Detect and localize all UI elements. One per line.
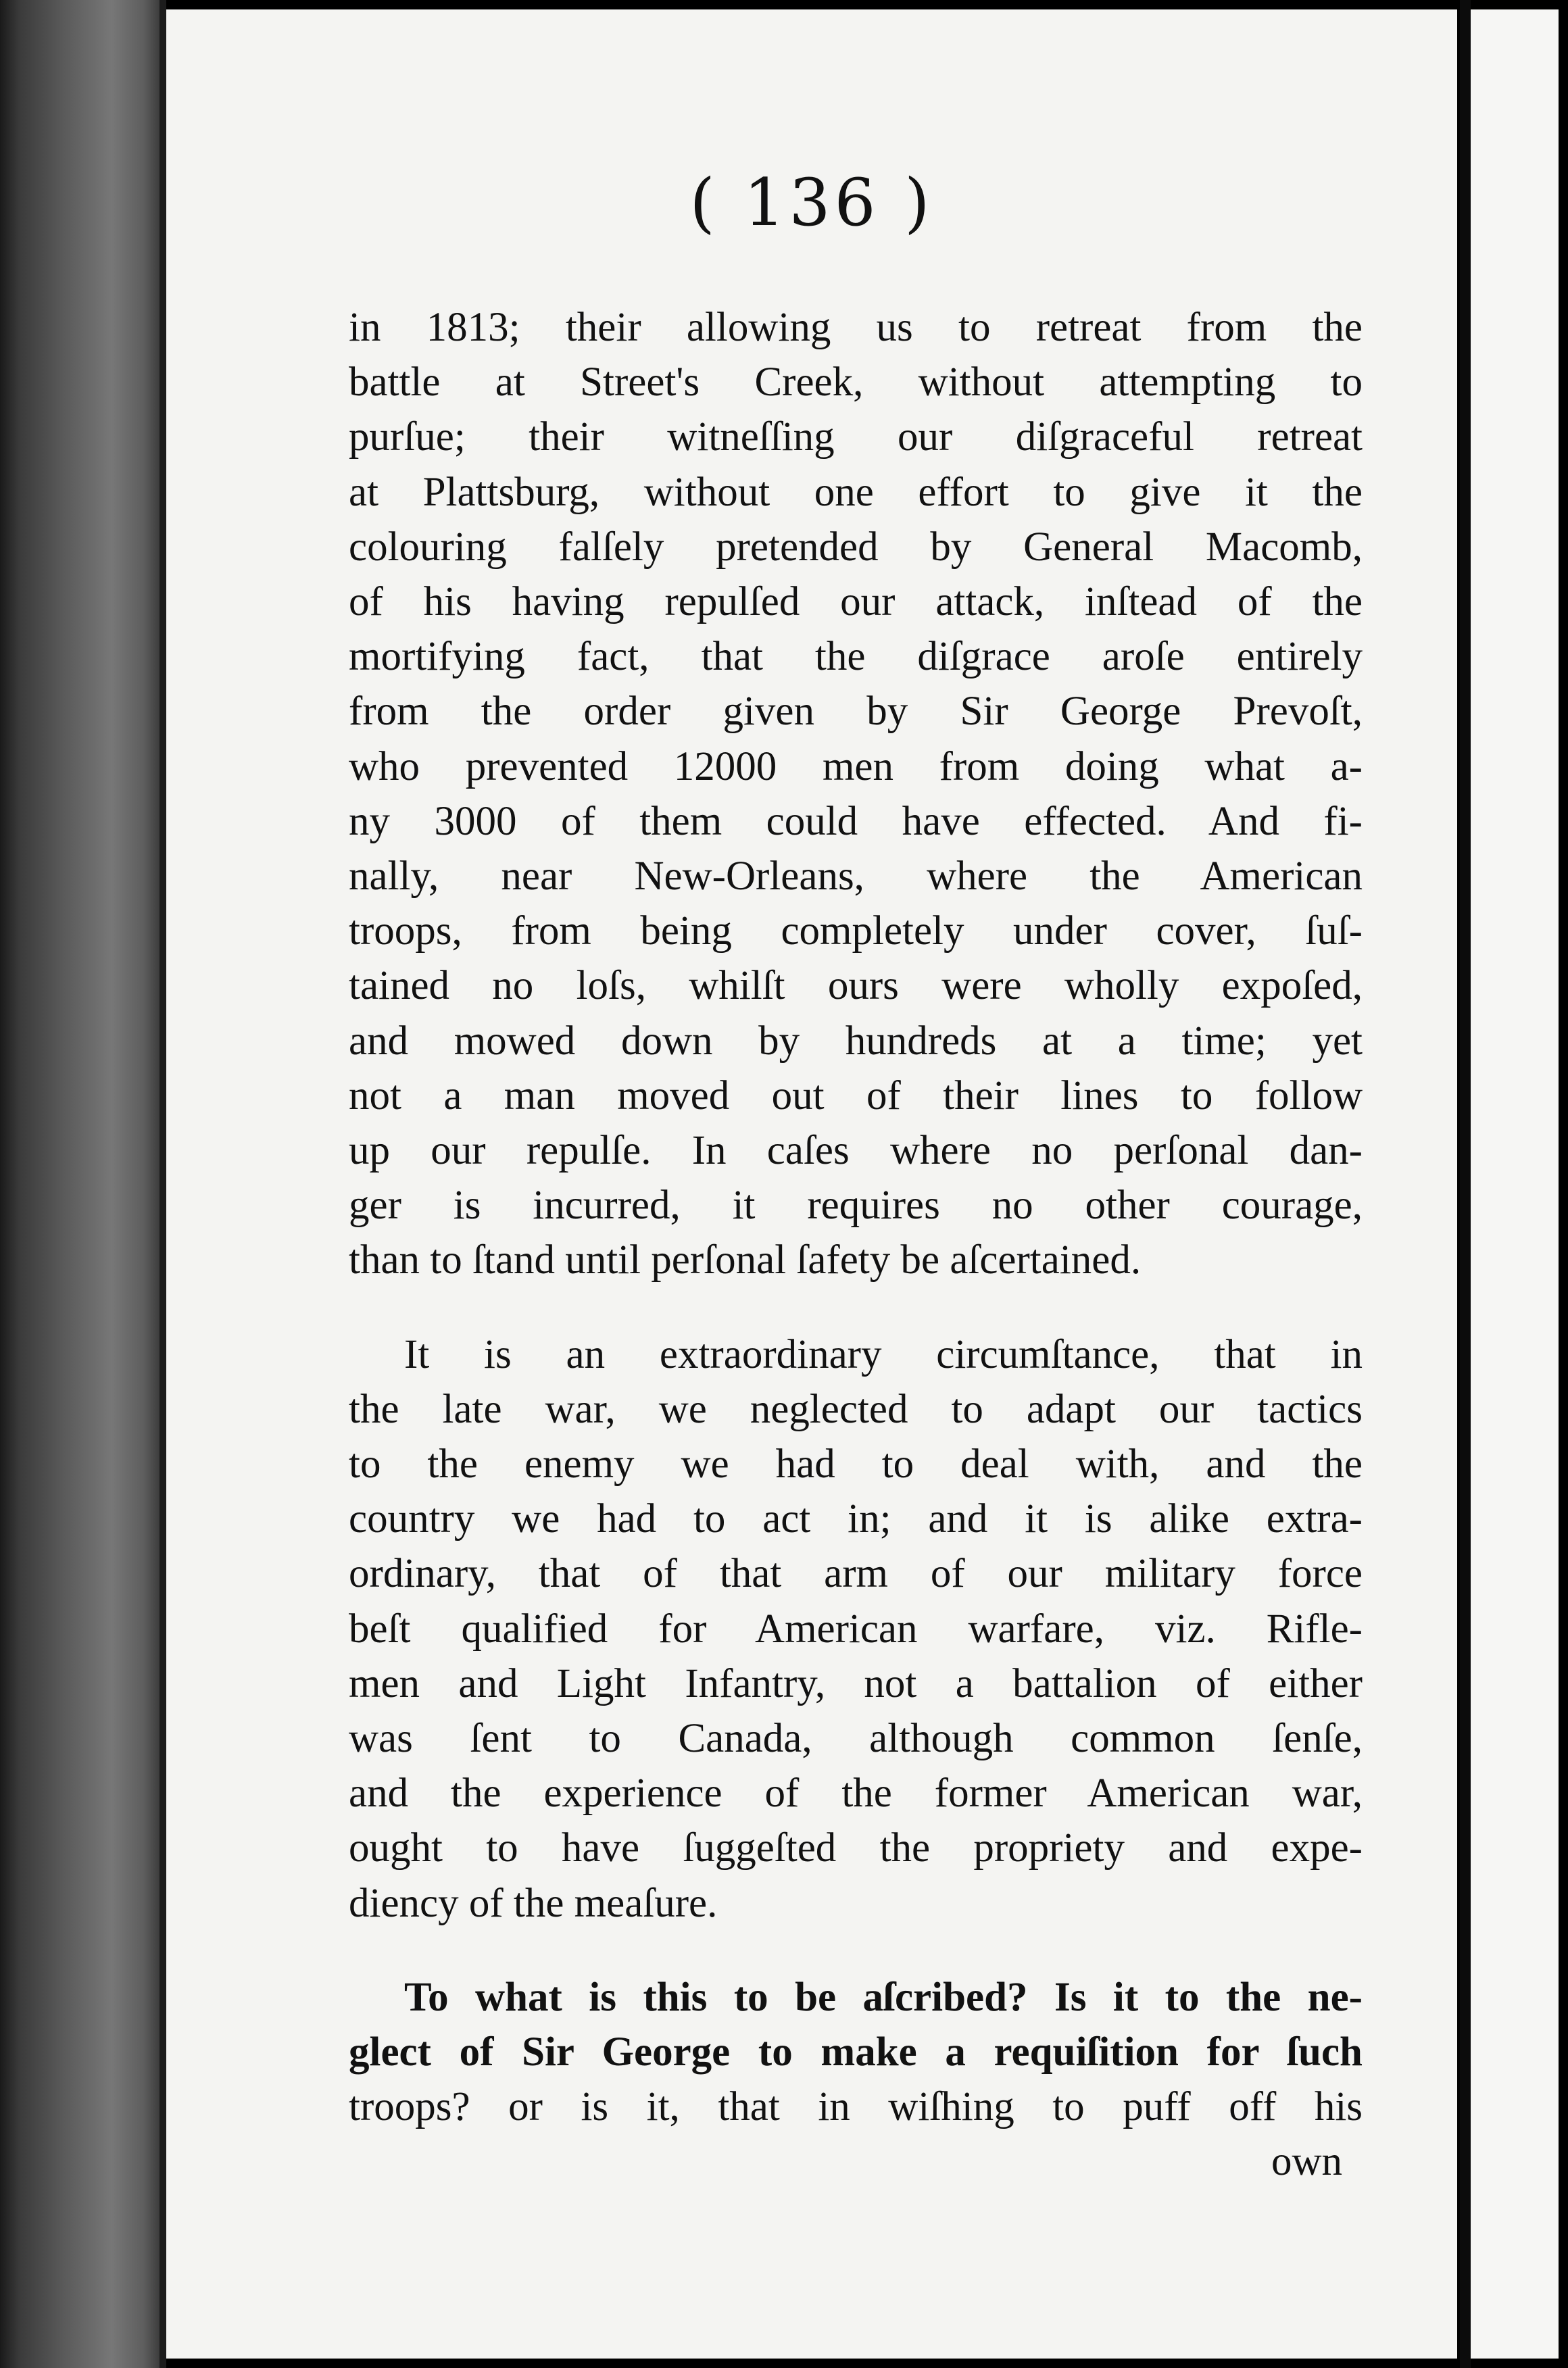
text-line: not a man moved out of their lines to follow — [349, 1072, 1363, 1118]
book-page — [166, 9, 1457, 2359]
body-text — [349, 300, 1363, 2135]
text-line: colouring falſely pretended by General Macomb, — [349, 524, 1363, 570]
paragraph-1 — [349, 300, 1363, 1288]
text-line: tained no loſs, whilſt ours were wholly expoſed, — [349, 963, 1363, 1009]
text-line: ought to have ſuggeſted the propriety and expe- — [349, 1825, 1363, 1871]
text-line: battle at Street's Creek, without attempting to — [349, 360, 1363, 405]
facing-page-edge — [1471, 9, 1559, 2359]
text-line: purſue; their witneſſing our diſgraceful retreat — [349, 414, 1363, 460]
text-line: mortifying fact, that the diſgrace aroſe entirely — [349, 634, 1363, 680]
paragraph-2 — [349, 1327, 1363, 1931]
text-line: from the order given by Sir George Prevoſt, — [349, 689, 1363, 735]
text-line: troops, from being completely under cover, ſuſ- — [349, 908, 1363, 954]
text-line: to the enemy we had to deal with, and the — [349, 1441, 1363, 1487]
text-line: troops? or is it, that in wiſhing to puff off his — [349, 2084, 1363, 2130]
text-line: the late war, we neglected to adapt our tactics — [349, 1386, 1363, 1432]
text-line: who prevented 12000 men from doing what a- — [349, 743, 1363, 789]
text-line: at Plattsburg, without one effort to give it the — [349, 469, 1363, 515]
text-line: than to ſtand until perſonal ſafety be aſcertained. — [349, 1237, 1142, 1283]
text-line: ordinary, that of that arm of our military force — [349, 1551, 1363, 1597]
text-line: and the experience of the former American war, — [349, 1771, 1363, 1817]
text-line: It is an extraordinary circumſtance, that in — [404, 1331, 1363, 1377]
page-number-header: ( 136 ) — [689, 165, 934, 241]
text-line: glect of Sir George to make a requiſition for ſuch — [349, 2029, 1363, 2075]
text-line: diency of the meaſure. — [349, 1880, 718, 1926]
text-line: men and Light Infantry, not a battalion of either — [349, 1660, 1363, 1706]
catchword: own — [1271, 2139, 1342, 2184]
text-line: country we had to act in; and it is alike extra- — [349, 1496, 1363, 1542]
text-line: To what is this to be aſcribed? Is it to the ne- — [404, 1974, 1363, 2020]
text-line: and mowed down by hundreds at a time; yet — [349, 1018, 1363, 1064]
page-gutter — [1460, 0, 1471, 2368]
text-line: of his having repulſed our attack, inſtead of the — [349, 579, 1363, 625]
text-line: ny 3000 of them could have effected. And fi- — [349, 798, 1363, 844]
text-line: ger is incurred, it requires no other courage, — [349, 1183, 1363, 1229]
text-line: was ſent to Canada, although common ſenſe, — [349, 1716, 1363, 1762]
text-line: nally, near New-Orleans, where the American — [349, 854, 1363, 899]
text-line: in 1813; their allowing us to retreat from the — [349, 305, 1363, 350]
text-line: up our repulſe. In caſes where no perſonal dan- — [349, 1128, 1363, 1174]
book-binding — [0, 0, 160, 2368]
binding-edge — [160, 0, 166, 2368]
text-line: beſt qualified for American warfare, viz. Rifle- — [349, 1606, 1363, 1652]
paragraph-3 — [349, 1970, 1363, 2135]
